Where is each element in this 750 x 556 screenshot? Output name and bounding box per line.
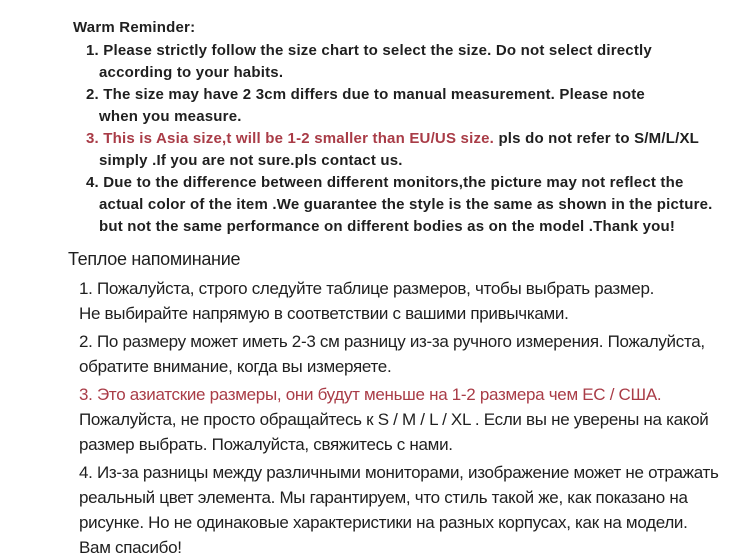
text-segment: 2. По размеру может иметь 2-3 см разницу из-за ручного измерения. Пожалуйста, bbox=[79, 332, 705, 351]
text-line bbox=[79, 407, 742, 432]
text-line bbox=[79, 535, 742, 556]
english-reminder-list bbox=[86, 40, 740, 238]
text-line bbox=[99, 106, 740, 128]
text-segment: 2. The size may have 2 3cm differs due to manual measurement. Please note bbox=[86, 86, 645, 103]
text-segment: Не выбирайте напрямую в соответствии с вашими привычками. bbox=[79, 304, 569, 323]
text-line bbox=[79, 510, 742, 535]
text-line bbox=[79, 329, 742, 354]
text-segment: actual color of the item .We guarantee the style is the same as shown in the picture. bbox=[99, 196, 713, 213]
text-segment: размер выбрать. Пожалуйста, свяжитесь с нами. bbox=[79, 435, 453, 454]
text-segment: pls do not refer to S/M/L/XL bbox=[498, 130, 700, 147]
text-line bbox=[79, 485, 742, 510]
text-segment: 4. Из-за разницы между различными мониторами, изображение может не отражать bbox=[79, 463, 719, 482]
english-item-3 bbox=[86, 128, 740, 172]
english-heading: Warm Reminder: bbox=[73, 19, 196, 36]
text-segment: обратите внимание, когда вы измеряете. bbox=[79, 357, 392, 376]
text-line bbox=[99, 194, 740, 216]
text-segment: simply .If you are not sure.pls contact us. bbox=[99, 152, 403, 169]
text-line bbox=[86, 84, 740, 106]
russian-item-4 bbox=[79, 460, 742, 556]
text-line bbox=[99, 150, 740, 172]
english-item-4 bbox=[86, 172, 740, 238]
text-segment: Вам спасибо! bbox=[79, 538, 182, 556]
text-segment: реальный цвет элемента. Мы гарантируем, что стиль такой же, как показано на bbox=[79, 488, 688, 507]
russian-reminder-list bbox=[79, 276, 742, 556]
text-line bbox=[79, 354, 742, 379]
russian-item-3 bbox=[79, 382, 742, 457]
russian-section bbox=[0, 247, 750, 556]
text-segment: when you measure. bbox=[99, 108, 242, 125]
text-line bbox=[79, 276, 742, 301]
text-line bbox=[79, 301, 742, 326]
text-line bbox=[99, 216, 740, 238]
text-line bbox=[79, 382, 742, 407]
english-item-2 bbox=[86, 84, 740, 128]
text-segment: 1. Пожалуйста, строго следуйте таблице размеров, чтобы выбрать размер. bbox=[79, 279, 655, 298]
text-segment: Пожалуйста, не просто обращайтесь к S / M / L / XL . Если вы не уверены на какой bbox=[79, 410, 709, 429]
text-line bbox=[86, 128, 740, 150]
text-segment: but not the same performance on different bodies as on the model .Thank you! bbox=[99, 218, 676, 235]
text-segment: рисунке. Но не одинаковые характеристики на разных корпусах, как на модели. bbox=[79, 513, 688, 532]
russian-item-2 bbox=[79, 329, 742, 379]
english-section bbox=[0, 17, 750, 238]
text-segment: according to your habits. bbox=[99, 64, 284, 81]
text-line bbox=[99, 62, 740, 84]
text-line bbox=[79, 460, 742, 485]
text-segment: 4. Due to the difference between different monitors,the picture may not reflect the bbox=[86, 174, 684, 191]
text-line bbox=[79, 432, 742, 457]
highlighted-text: 3. This is Asia size,t will be 1-2 smaller than EU/US size. bbox=[86, 130, 499, 147]
highlighted-text: 3. Это азиатские размеры, они будут меньше на 1-2 размера чем ЕС / США. bbox=[79, 385, 662, 404]
text-line bbox=[86, 172, 740, 194]
text-segment: 1. Please strictly follow the size chart to select the size. Do not select directly bbox=[86, 42, 652, 59]
english-item-1 bbox=[86, 40, 740, 84]
russian-item-1 bbox=[79, 276, 742, 326]
text-line bbox=[86, 40, 740, 62]
russian-heading: Теплое напоминание bbox=[68, 249, 241, 269]
